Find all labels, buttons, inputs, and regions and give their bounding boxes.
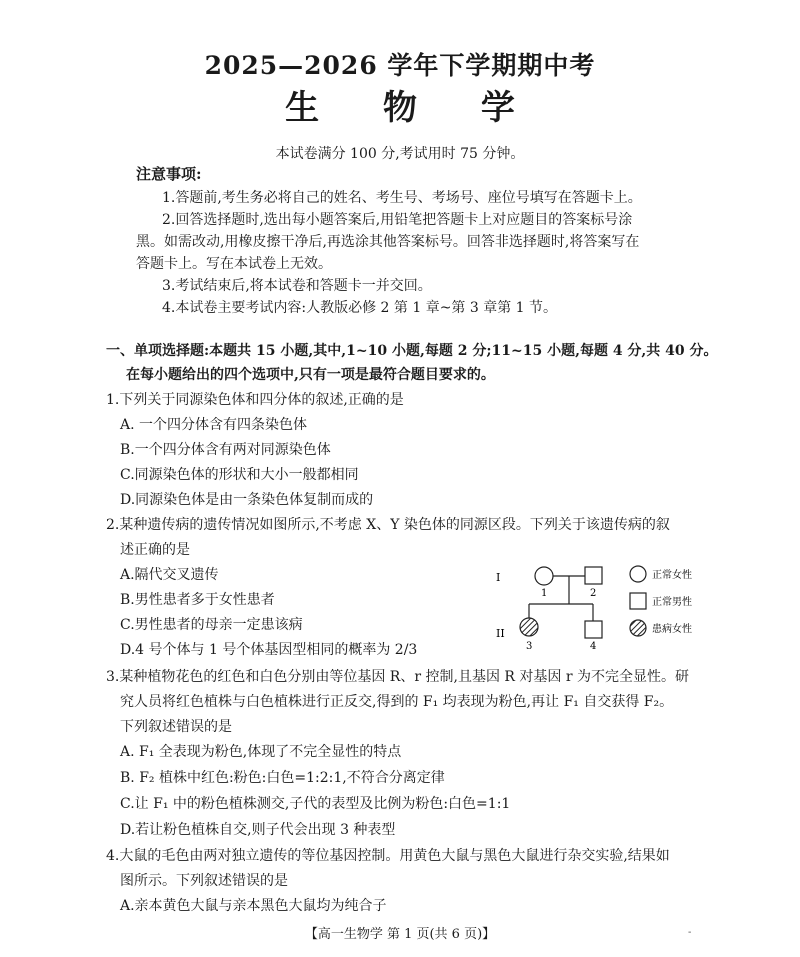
question-2-stem: 2.某种遗传病的遗传情况如图所示,不考虑 X、Y 染色体的同源区段。下列关于该遗传病的叙 — [106, 517, 670, 533]
pedigree-chart — [492, 560, 732, 660]
individual-label-4: 4 — [590, 641, 597, 652]
individual-2-normal-male — [585, 567, 602, 584]
question-4-stem: 4.大鼠的毛色由两对独立遗传的等位基因控制。用黄色大鼠与黑色大鼠进行杂交实验,结果如 — [106, 848, 670, 864]
question-1-option-c: C.同源染色体的形状和大小一般都相同 — [120, 467, 359, 483]
legend-label-normal-female: 正常女性 — [652, 570, 692, 581]
question-3-option-b: B. F₂ 植株中红色:粉色:白色=1:2:1,不符合分离定律 — [120, 770, 445, 786]
notice-heading: 注意事项: — [136, 165, 202, 183]
notice-line: 2.回答选择题时,选出每小题答案后,用铅笔把答题卡上对应题目的答案标号涂 — [162, 212, 633, 228]
legend-label-affected-female: 患病女性 — [652, 624, 692, 635]
section-instruction: 在每小题给出的四个选项中,只有一项是最符合题目要求的。 — [126, 367, 495, 383]
question-2-option-a: A.隔代交叉遗传 — [120, 567, 219, 583]
section-heading: 一、单项选择题:本题共 15 小题,其中,1~10 小题,每题 2 分;11~15 小题,每题 4 分,共 40 分。 — [106, 343, 718, 359]
corner-mark: - — [688, 927, 692, 938]
individual-label-2: 2 — [590, 588, 597, 599]
legend-normal-female-icon — [630, 566, 646, 582]
individual-3-affected-female — [520, 618, 538, 636]
question-2-option-b: B.男性患者多于女性患者 — [120, 592, 275, 608]
legend-label-normal-male: 正常男性 — [652, 597, 692, 608]
question-2-option-d: D.4 号个体与 1 号个体基因型相同的概率为 2/3 — [120, 642, 418, 658]
question-1-option-d: D.同源染色体是由一条染色体复制而成的 — [120, 492, 374, 508]
question-1-stem: 1.下列关于同源染色体和四分体的叙述,正确的是 — [106, 392, 404, 408]
question-3-option-d: D.若让粉色植株自交,则子代会出现 3 种表型 — [120, 822, 396, 838]
question-3-stem: 3.某种植物花色的红色和白色分别由等位基因 R、r 控制,且基因 R 对基因 r 为不完全显性。研 — [106, 669, 689, 685]
individual-label-3: 3 — [526, 641, 533, 652]
individual-label-1: 1 — [541, 588, 548, 599]
generation-label-2: II — [496, 627, 505, 640]
question-3-option-a: A. F₁ 全表现为粉色,体现了不完全显性的特点 — [120, 744, 402, 760]
question-3-option-c: C.让 F₁ 中的粉色植株测交,子代的表型及比例为粉色:白色=1:1 — [120, 796, 511, 812]
question-2-option-c: C.男性患者的母亲一定患该病 — [120, 617, 303, 633]
individual-1-normal-female — [535, 567, 553, 585]
notice-line: 答题卡上。写在本试卷上无效。 — [136, 256, 332, 272]
legend-normal-male-icon — [630, 593, 646, 609]
page-footer: 【高一生物学 第 1 页(共 6 页)】 — [304, 927, 496, 942]
question-4-stem-cont: 图所示。下列叙述错误的是 — [120, 873, 288, 889]
question-1-option-b: B.一个四分体含有两对同源染色体 — [120, 442, 331, 458]
subject-title: 生 物 学 — [285, 88, 541, 128]
exam-title: 2025—2026 学年下学期期中考 — [204, 51, 596, 80]
exam-meta: 本试卷满分 100 分,考试用时 75 分钟。 — [275, 146, 525, 162]
notice-line: 4.本试卷主要考试内容:人教版必修 2 第 1 章~第 3 章第 1 节。 — [162, 300, 558, 316]
question-1-option-a: A. 一个四分体含有四条染色体 — [120, 417, 308, 433]
question-4-option-a: A.亲本黄色大鼠与亲本黑色大鼠均为纯合子 — [120, 898, 387, 914]
notice-line: 1.答题前,考生务必将自己的姓名、考生号、考场号、座位号填写在答题卡上。 — [162, 190, 642, 206]
question-3-stem-cont: 下列叙述错误的是 — [120, 719, 232, 735]
notice-line: 黑。如需改动,用橡皮擦干净后,再选涂其他答案标号。回答非选择题时,将答案写在 — [136, 234, 640, 250]
notice-line: 3.考试结束后,将本试卷和答题卡一并交回。 — [162, 278, 432, 294]
question-3-stem-cont: 究人员将红色植株与白色植株进行正反交,得到的 F₁ 均表现为粉色,再让 F₁ 自交获得 F₂。 — [120, 694, 674, 710]
generation-label-1: I — [496, 571, 501, 584]
question-2-stem-cont: 述正确的是 — [120, 542, 190, 558]
individual-4-normal-male — [585, 621, 602, 638]
legend-affected-female-icon — [630, 620, 646, 636]
